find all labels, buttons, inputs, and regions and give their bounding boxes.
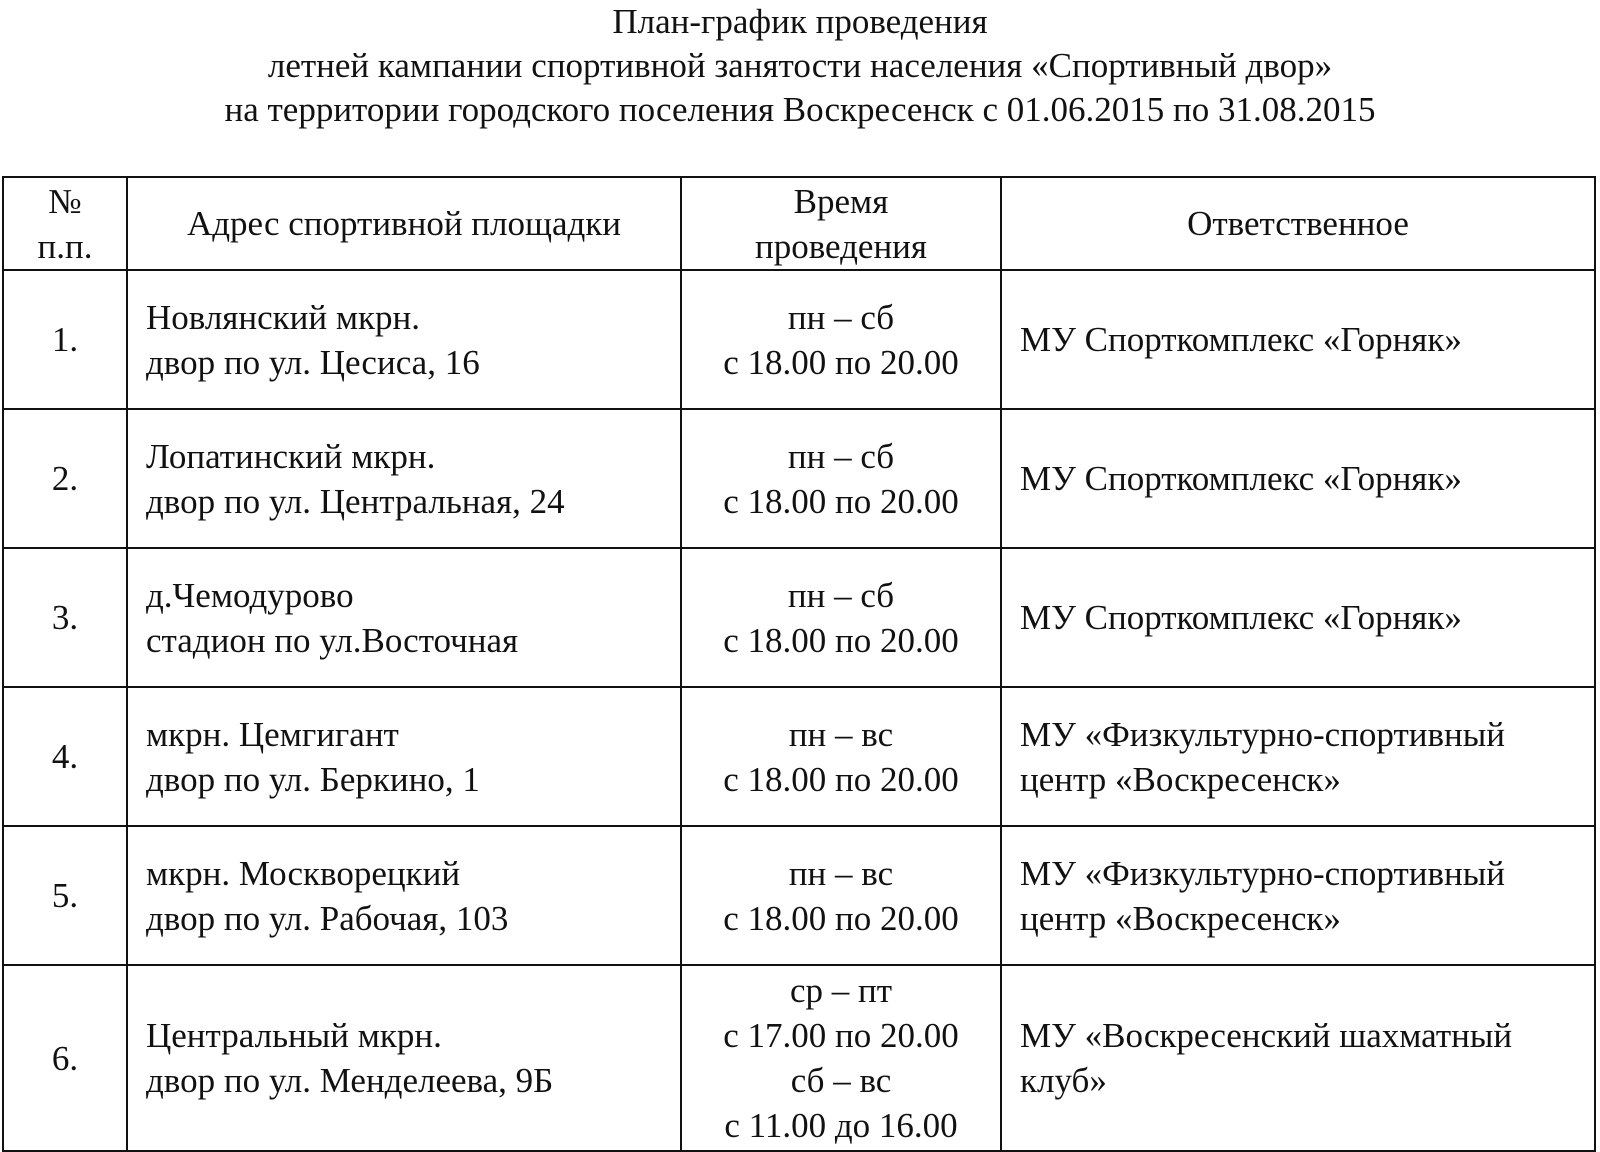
- table-row: [3, 409, 1595, 548]
- address-line: двор по ул. Беркино, 1: [146, 759, 480, 799]
- row-responsible: [1001, 965, 1595, 1151]
- time-line: с 18.00 по 20.00: [723, 620, 959, 660]
- address-line: мкрн. Цемгигант: [146, 714, 399, 754]
- responsible-line: МУ Спорткомплекс «Горняк»: [1020, 459, 1462, 498]
- row-time: [681, 409, 1001, 548]
- address-line: Новлянский мкрн.: [146, 297, 421, 337]
- row-number: 4.: [3, 687, 127, 826]
- header-time: [681, 177, 1001, 270]
- title-line-3: на территории городского поселения Воскресенск с 01.06.2015 по 31.08.2015: [224, 90, 1376, 129]
- time-line: с 18.00 по 20.00: [723, 759, 959, 799]
- row-number: 1.: [3, 270, 127, 409]
- table-row: [3, 687, 1595, 826]
- address-line: Центральный мкрн.: [146, 1016, 442, 1055]
- table-header-row: [3, 177, 1595, 270]
- time-line: с 18.00 по 20.00: [723, 898, 959, 938]
- row-responsible: [1001, 548, 1595, 687]
- responsible-line: МУ «Физкультурно-спортивный: [1020, 714, 1505, 754]
- header-time-line-1: Время: [793, 181, 889, 221]
- row-address: [127, 548, 681, 687]
- row-time: [681, 548, 1001, 687]
- row-time: [681, 826, 1001, 965]
- time-line: пн – сб: [787, 436, 895, 476]
- time-line: сб – вс: [790, 1061, 892, 1100]
- responsible-line: центр «Воскресенск»: [1020, 898, 1341, 938]
- header-time-line-2: проведения: [754, 226, 928, 266]
- schedule-table: [2, 176, 1596, 1152]
- row-time: [681, 965, 1001, 1151]
- responsible-line: клуб»: [1020, 1061, 1107, 1100]
- row-number: 3.: [3, 548, 127, 687]
- responsible-line: МУ «Воскресенский шахматный: [1020, 1016, 1513, 1055]
- row-address: [127, 687, 681, 826]
- header-number-line-2: п.п.: [37, 226, 93, 266]
- address-line: двор по ул. Менделеева, 9Б: [146, 1061, 554, 1100]
- row-address: [127, 826, 681, 965]
- row-number: 2.: [3, 409, 127, 548]
- row-number: 6.: [3, 965, 127, 1151]
- document-title: [0, 0, 1600, 132]
- address-line: двор по ул. Рабочая, 103: [146, 898, 509, 938]
- row-number: 5.: [3, 826, 127, 965]
- time-line: пн – сб: [787, 575, 895, 615]
- row-responsible: [1001, 270, 1595, 409]
- responsible-line: центр «Воскресенск»: [1020, 759, 1341, 799]
- row-time: [681, 270, 1001, 409]
- responsible-line: МУ «Физкультурно-спортивный: [1020, 853, 1505, 893]
- header-number: [3, 177, 127, 270]
- time-line: с 18.00 по 20.00: [723, 342, 959, 382]
- time-line: с 11.00 до 16.00: [724, 1106, 958, 1145]
- address-line: Лопатинский мкрн.: [146, 436, 436, 476]
- row-time: [681, 687, 1001, 826]
- title-line-2: летней кампании спортивной занятости населения «Спортивный двор»: [267, 46, 1333, 85]
- time-line: пн – сб: [787, 297, 895, 337]
- header-address: Адрес спортивной площадки: [127, 177, 681, 270]
- table-row: [3, 965, 1595, 1151]
- address-line: мкрн. Москворецкий: [146, 853, 461, 893]
- time-line: ср – пт: [789, 971, 893, 1010]
- responsible-line: МУ Спорткомплекс «Горняк»: [1020, 320, 1462, 359]
- address-line: д.Чемодурово: [146, 575, 354, 615]
- title-line-1: План-график проведения: [612, 2, 988, 41]
- table-row: [3, 826, 1595, 965]
- table-row: [3, 270, 1595, 409]
- time-line: с 17.00 по 20.00: [723, 1016, 959, 1055]
- address-line: стадион по ул.Восточная: [146, 620, 519, 660]
- address-line: двор по ул. Центральная, 24: [146, 481, 565, 521]
- row-address: [127, 270, 681, 409]
- row-responsible: [1001, 409, 1595, 548]
- time-line: пн – вс: [788, 853, 894, 893]
- table-row: [3, 548, 1595, 687]
- row-responsible: [1001, 687, 1595, 826]
- row-responsible: [1001, 826, 1595, 965]
- row-address: [127, 409, 681, 548]
- row-address: [127, 965, 681, 1151]
- responsible-line: МУ Спорткомплекс «Горняк»: [1020, 598, 1462, 637]
- time-line: пн – вс: [788, 714, 894, 754]
- time-line: с 18.00 по 20.00: [723, 481, 959, 521]
- header-responsible: Ответственное: [1001, 177, 1595, 270]
- header-number-line-1: №: [48, 181, 82, 221]
- address-line: двор по ул. Цесиса, 16: [146, 342, 480, 382]
